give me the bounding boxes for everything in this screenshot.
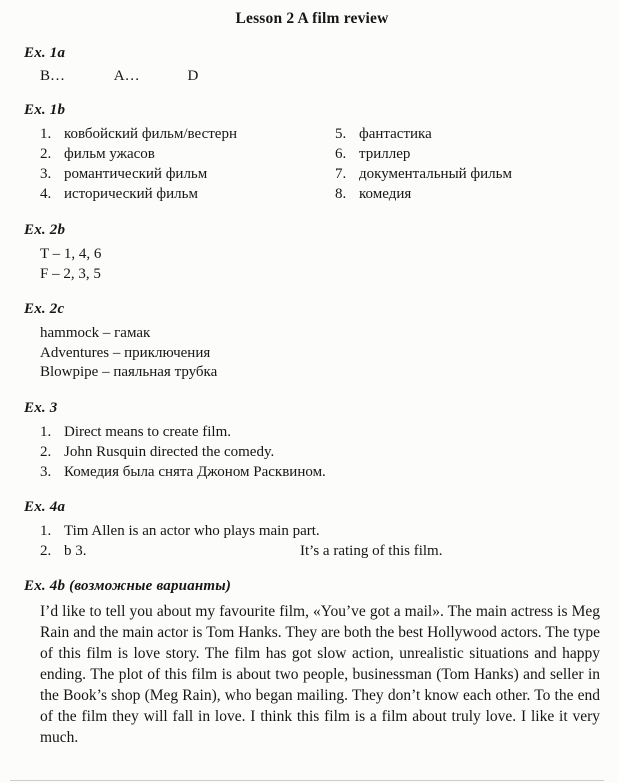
item-text: исторический фильм <box>64 186 198 202</box>
film-types-left-column <box>40 125 335 205</box>
true-line: T – 1, 4, 6 <box>40 246 102 262</box>
exercise-heading-ex1a: Ex. 1a <box>24 45 66 61</box>
item-left-part <box>40 542 300 561</box>
item-text: Tim Allen is an actor who plays main part. <box>64 522 320 539</box>
list-item <box>335 145 600 164</box>
exercise-heading-ex1b: Ex. 1b <box>24 102 66 118</box>
item-number: 1. <box>40 126 52 142</box>
page-title: Lesson 2 A film review <box>235 10 389 27</box>
film-types-list <box>24 125 600 205</box>
item-number: 5. <box>335 126 347 142</box>
list-item <box>335 185 600 204</box>
item-number: 1. <box>40 522 52 539</box>
list-item <box>40 145 335 164</box>
list-item <box>40 542 600 561</box>
item-text: романтический фильм <box>64 166 208 182</box>
item-number: 8. <box>335 186 347 202</box>
false-line: F – 2, 3, 5 <box>40 265 101 282</box>
item-text: John Rusquin directed the comedy. <box>64 443 275 460</box>
item-number: 3. <box>40 166 52 182</box>
section-ex2c <box>24 301 600 383</box>
item-right-part: It’s a rating of this film. <box>300 542 443 559</box>
item-text: b 3. <box>64 542 87 559</box>
answer-b: B… <box>40 68 66 84</box>
section-ex1a <box>24 45 600 85</box>
list-item <box>40 522 600 541</box>
sentences-list <box>24 423 600 482</box>
item-number: 4. <box>40 186 52 202</box>
answer-a: A… <box>113 68 140 84</box>
true-false-answers <box>24 245 600 284</box>
vocab-line: Blowpipe – паяльная трубка <box>40 364 218 380</box>
vocab-line: hammock – гамак <box>40 325 151 341</box>
item-number: 2. <box>40 146 52 162</box>
list-item <box>335 125 600 144</box>
section-ex1b <box>24 102 600 205</box>
answers-row <box>24 68 600 85</box>
vocab-line: Adventures – приключения <box>40 344 211 361</box>
section-ex2b <box>24 222 600 284</box>
list-item <box>335 165 600 184</box>
exercise-heading-ex4a: Ex. 4a <box>24 498 66 515</box>
scan-artifact-line <box>10 780 604 781</box>
section-ex4a <box>24 499 600 561</box>
vocabulary-list <box>24 324 600 383</box>
item-text: комедия <box>359 186 412 202</box>
item-text: фантастика <box>359 126 432 142</box>
list-item <box>40 185 335 204</box>
list-item <box>40 125 335 144</box>
item-text: триллер <box>359 146 411 162</box>
item-number: 2. <box>40 443 52 460</box>
item-text: Direct means to create film. <box>64 423 232 440</box>
list-item <box>40 463 600 482</box>
exercise-heading-ex2c: Ex. 2c <box>24 301 65 317</box>
answer-paragraph: I’d like to tell you about my favourite film, «You’ve got a mail». The main actress is Meg Rain and the main actor is Tom Hanks. They are both the best Hollywood actors. The type of this film is love story. The film has got slow action, unrealistic situations and happy ending. The plot of this film is about two people, businessman (Tom Hanks) and seller in the Book’s shop (Meg Rain), who began mailing. They don’t know each other. To the end of the film they will fall in love. I think this film is a film about truly love. I like it very much. <box>40 602 600 746</box>
ex4a-answers <box>24 522 600 561</box>
list-item <box>40 443 600 462</box>
exercise-heading-ex3: Ex. 3 <box>24 399 58 416</box>
list-item <box>40 423 600 442</box>
item-number: 6. <box>335 146 347 162</box>
item-number: 1. <box>40 423 52 440</box>
item-number: 2. <box>40 542 52 559</box>
exercise-heading-ex4b: Ex. 4b (возможные варианты) <box>24 577 232 594</box>
list-item <box>40 165 335 184</box>
item-number: 7. <box>335 166 347 182</box>
item-text: Комедия была снята Джоном Расквином. <box>64 463 326 480</box>
item-text: документальный фильм <box>359 166 512 182</box>
exercise-heading-ex2b: Ex. 2b <box>24 222 66 238</box>
film-types-right-column <box>335 125 600 205</box>
section-ex3 <box>24 400 600 482</box>
item-number: 3. <box>40 463 52 480</box>
section-ex4b <box>24 578 600 748</box>
item-text: ковбойский фильм/вестерн <box>64 126 237 142</box>
answer-d: D <box>187 68 199 84</box>
item-text: фильм ужасов <box>64 146 155 162</box>
